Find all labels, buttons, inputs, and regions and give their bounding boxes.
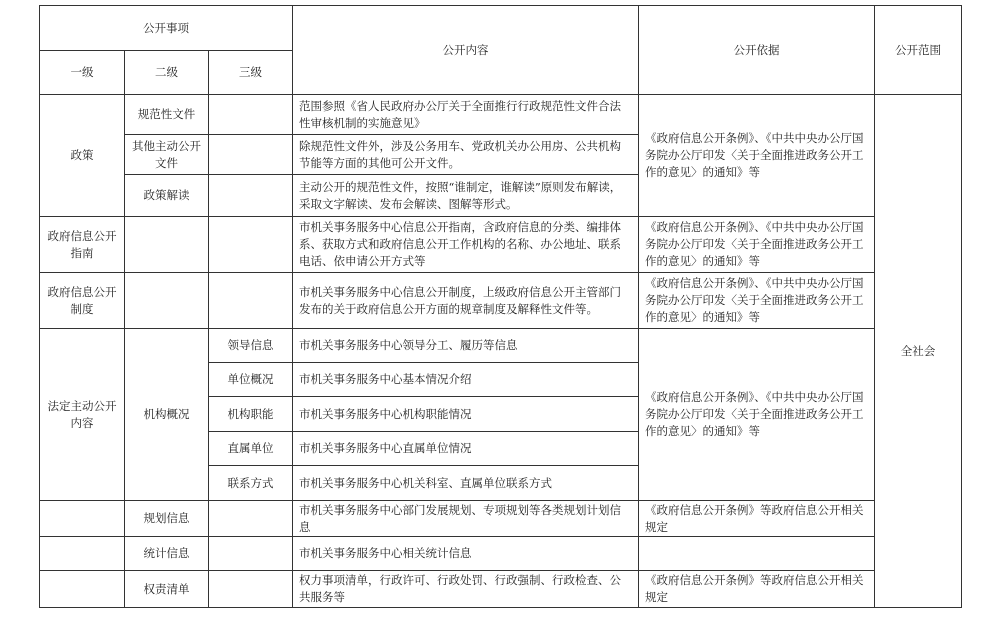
powers-l2: 权责清单 [125,571,209,608]
org-l3: 直属单位 [209,432,293,466]
table-row [40,217,962,273]
stats-basis-empty [639,537,875,571]
planning-l2: 规划信息 [125,501,209,537]
header-level3: 三级 [209,51,293,95]
scope-value: 全社会 [875,95,962,608]
table-row [40,273,962,329]
policy-l3-empty [209,95,293,135]
planning-content: 市机关事务服务中心部门发展规划、专项规划等各类规划计划信息 [293,501,639,537]
policy-l3-empty [209,135,293,175]
table-row [40,329,962,363]
policy-l2: 政策解读 [125,175,209,217]
org-basis: 《政府信息公开条例》、《中共中央办公厅国务院办公厅印发〈关于全面推进政务公开工作的意见〉的通知》等 [639,329,875,501]
system-l3-empty [209,273,293,329]
org-l3: 领导信息 [209,329,293,363]
powers-basis: 《政府信息公开条例》等政府信息公开相关规定 [639,571,875,608]
guide-l2-empty [125,217,209,273]
disclosure-table-page [39,5,961,606]
org-l2: 机构概况 [125,329,209,501]
stats-l3-empty [209,537,293,571]
org-content: 市机关事务服务中心直属单位情况 [293,432,639,466]
policy-l2: 其他主动公开文件 [125,135,209,175]
system-l1: 政府信息公开制度 [40,273,125,329]
disclosure-table [39,5,962,608]
guide-content: 市机关事务服务中心信息公开指南，含政府信息的分类、编排体系、获取方式和政府信息公开工作机构的名称、办公地址、联系电话、依申请公开方式等 [293,217,639,273]
org-content: 市机关事务服务中心机关科室、直属单位联系方式 [293,466,639,501]
header-content: 公开内容 [293,6,639,95]
stats-l1-empty [40,537,125,571]
org-l3: 联系方式 [209,466,293,501]
header-row [40,6,962,51]
org-content: 市机关事务服务中心领导分工、履历等信息 [293,329,639,363]
org-content: 市机关事务服务中心基本情况介绍 [293,363,639,397]
table-row [40,501,962,537]
planning-basis: 《政府信息公开条例》等政府信息公开相关规定 [639,501,875,537]
powers-l3-empty [209,571,293,608]
header-basis: 公开依据 [639,6,875,95]
system-basis: 《政府信息公开条例》、《中共中央办公厅国务院办公厅印发〈关于全面推进政务公开工作的意见〉的通知》等 [639,273,875,329]
policy-content: 主动公开的规范性文件，按照“谁制定，谁解读”原则发布解读，采取文字解读、发布会解读、图解等形式。 [293,175,639,217]
table-row [40,571,962,608]
policy-basis: 《政府信息公开条例》、《中共中央办公厅国务院办公厅印发〈关于全面推进政务公开工作的意见〉的通知》等 [639,95,875,217]
policy-content: 范围参照《省人民政府办公厅关于全面推行行政规范性文件合法性审核机制的实施意见》 [293,95,639,135]
guide-basis: 《政府信息公开条例》、《中共中央办公厅国务院办公厅印发〈关于全面推进政务公开工作的意见〉的通知》等 [639,217,875,273]
system-content: 市机关事务服务中心信息公开制度，上级政府信息公开主管部门发布的关于政府信息公开方面的规章制度及解释性文件等。 [293,273,639,329]
policy-l1: 政策 [40,95,125,217]
system-l2-empty [125,273,209,329]
statutory-l1: 法定主动公开内容 [40,329,125,501]
header-scope: 公开范围 [875,6,962,95]
header-level2: 二级 [125,51,209,95]
planning-l3-empty [209,501,293,537]
powers-l1-empty [40,571,125,608]
header-level1: 一级 [40,51,125,95]
guide-l3-empty [209,217,293,273]
org-l3: 单位概况 [209,363,293,397]
stats-content: 市机关事务服务中心相关统计信息 [293,537,639,571]
planning-l1-empty [40,501,125,537]
header-group: 公开事项 [40,6,293,51]
policy-l2: 规范性文件 [125,95,209,135]
org-content: 市机关事务服务中心机构职能情况 [293,397,639,432]
table-row [40,537,962,571]
guide-l1: 政府信息公开指南 [40,217,125,273]
powers-content: 权力事项清单，行政许可、行政处罚、行政强制、行政检查、公共服务等 [293,571,639,608]
policy-l3-empty [209,175,293,217]
org-l3: 机构职能 [209,397,293,432]
stats-l2: 统计信息 [125,537,209,571]
policy-content: 除规范性文件外，涉及公务用车、党政机关办公用房、公共机构节能等方面的其他可公开文件。 [293,135,639,175]
table-row [40,95,962,135]
